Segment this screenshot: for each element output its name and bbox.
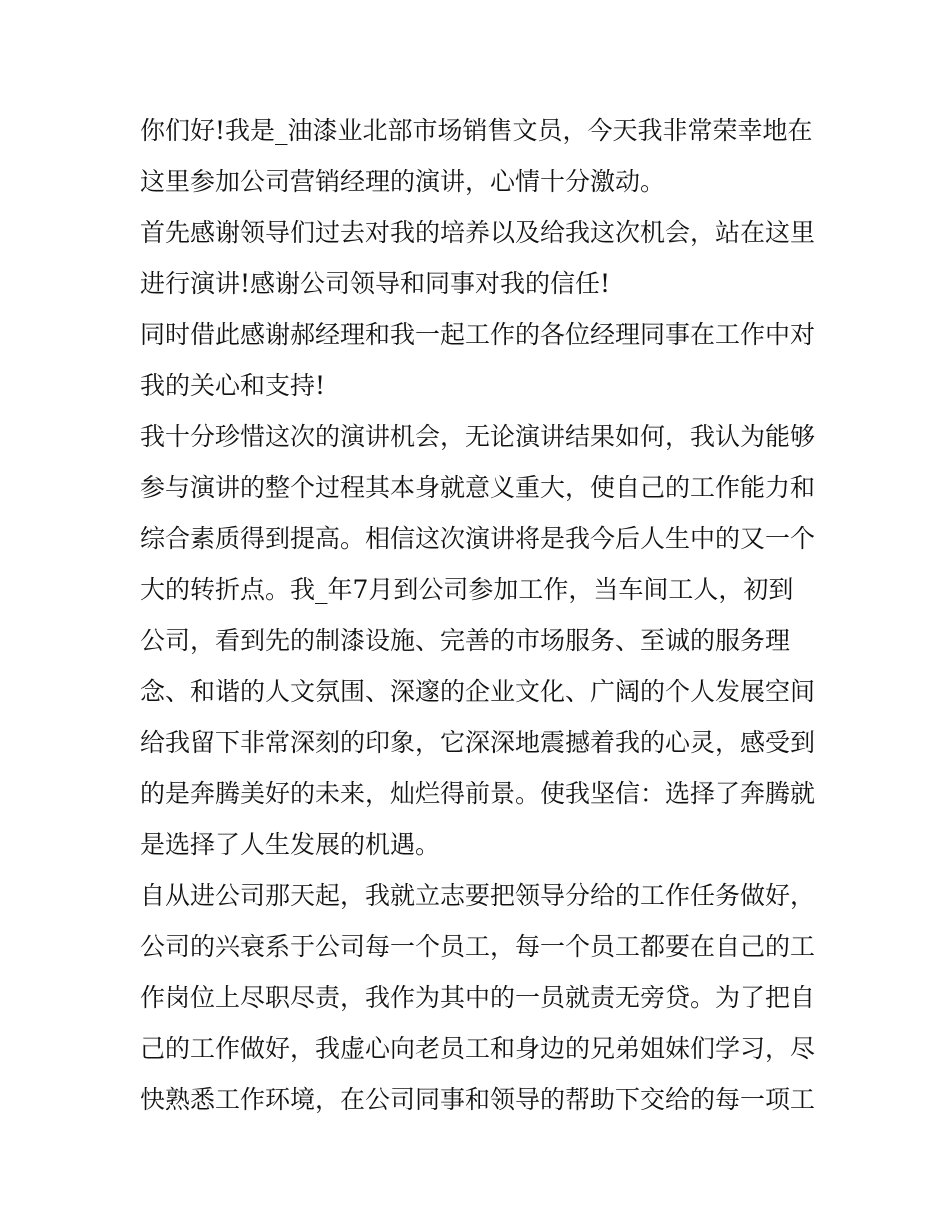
text-line: 公司，看到先的制漆设施、完善的市场服务、至诚的服务理: [140, 626, 791, 655]
text-line: 己的工作做好，我虚心向老员工和身边的兄弟姐妹们学习，尽: [140, 1034, 816, 1063]
text-line: 进行演讲!感谢公司领导和同事对我的信任!: [140, 269, 611, 298]
text-line: 快熟悉工作环境，在公司同事和领导的帮助下交给的每一项工: [140, 1085, 816, 1114]
text-line: 你们好!我是_油漆业北部市场销售文员，今天我非常荣幸地在: [140, 116, 813, 145]
text-line: 公司的兴衰系于公司每一个员工，每一个员工都要在自己的工: [140, 932, 816, 961]
text-line: 综合素质得到提高。相信这次演讲将是我今后人生中的又一个: [140, 524, 816, 553]
text-line: 这里参加公司营销经理的演讲，心情十分激动。: [140, 167, 666, 196]
text-line: 首先感谢领导们过去对我的培养以及给我这次机会，站在这里: [140, 218, 816, 247]
text-line: 念、和谐的人文氛围、深邃的企业文化、广阔的个人发展空间: [140, 677, 816, 706]
text-line: 作岗位上尽职尽责，我作为其中的一员就责无旁贷。为了把自: [140, 983, 816, 1012]
text-line: 参与演讲的整个过程其本身就意义重大，使自己的工作能力和: [140, 473, 816, 502]
speech-text: [140, 105, 820, 1125]
text-line: 的是奔腾美好的未来，灿烂得前景。使我坚信：选择了奔腾就: [140, 779, 816, 808]
text-line: 自从进公司那天起，我就立志要把领导分给的工作任务做好，: [140, 881, 816, 910]
text-line: 是选择了人生发展的机遇。: [140, 830, 441, 859]
text-line: 我十分珍惜这次的演讲机会，无论演讲结果如何，我认为能够: [140, 422, 816, 451]
text-line: 大的转折点。我_年7月到公司参加工作，当车间工人，初到: [140, 575, 794, 604]
text-line: 给我留下非常深刻的印象，它深深地震撼着我的心灵，感受到: [140, 728, 816, 757]
text-line: 同时借此感谢郝经理和我一起工作的各位经理同事在工作中对: [140, 320, 816, 349]
text-line: 我的关心和支持!: [140, 371, 326, 400]
